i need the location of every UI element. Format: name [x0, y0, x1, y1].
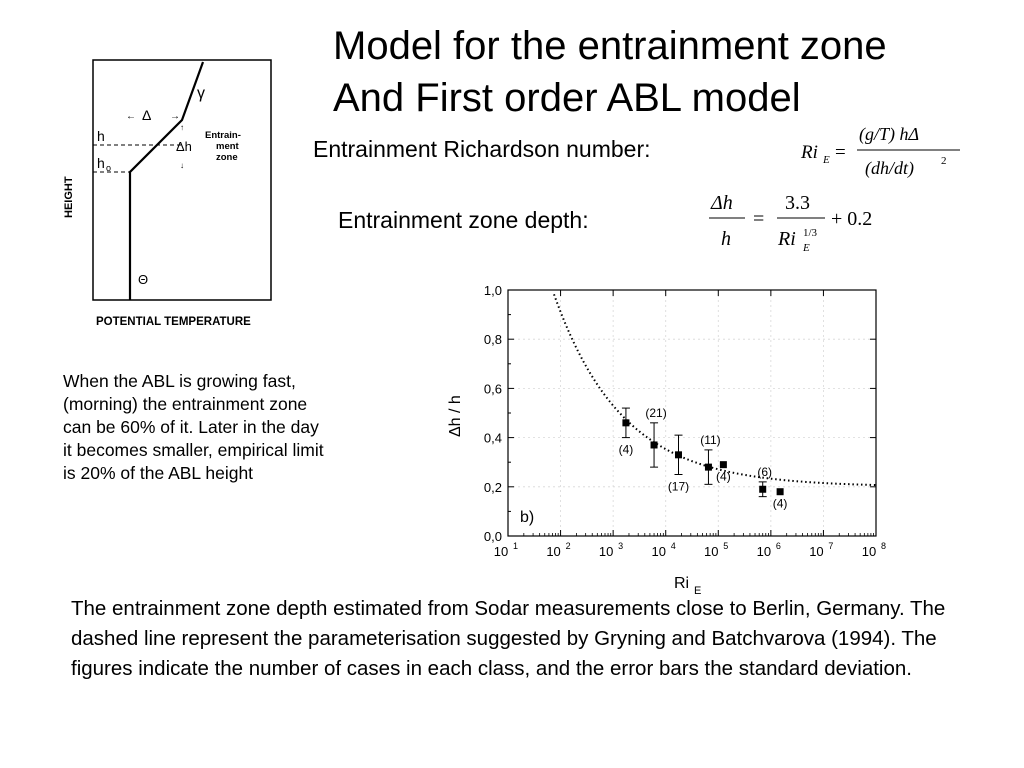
y-tick-label: 0,0: [483, 529, 502, 544]
point-count-label: (4): [772, 496, 788, 511]
data-point: [720, 461, 727, 468]
x-tick-exponent: 3: [618, 541, 624, 551]
x-axis-label-sub: E: [694, 585, 702, 597]
data-point: [651, 441, 658, 448]
ri-formula-lhs-sub: E: [823, 154, 830, 166]
title-line-2: And First order ABL model: [333, 76, 801, 120]
x-tick-label: 10: [651, 544, 666, 559]
y-tick-label: 1,0: [483, 283, 502, 298]
x-tick-label: 10: [861, 544, 877, 559]
point-count-label: (6): [757, 464, 773, 479]
y-ticks: [484, 283, 876, 544]
y-axis-label: Δh / h: [447, 395, 464, 437]
y-tick-label: 0,6: [483, 381, 502, 397]
chart-svg: [440, 270, 900, 602]
theta-label: Θ: [138, 272, 149, 287]
data-point: [777, 488, 784, 495]
delta-right-arrow: →: [170, 111, 180, 122]
depth-rhs-den: Ri: [778, 228, 796, 250]
y-tick-label: 0,4: [483, 430, 502, 446]
x-tick-label: 10: [493, 544, 509, 559]
plot-frame: [508, 290, 876, 536]
ri-formula-den-exp: 2: [941, 155, 947, 167]
y-tick-label: 0,8: [483, 332, 502, 348]
depth-formula: [705, 185, 895, 270]
x-tick-exponent: 7: [828, 541, 834, 551]
entrainment-chart: [440, 270, 900, 607]
data-point: [622, 419, 629, 426]
title-line-1: Model for the entrainment zone: [333, 24, 887, 68]
point-count-label: (17): [667, 479, 690, 494]
x-tick-exponent: 6: [775, 541, 781, 551]
fit-curve: [554, 294, 876, 485]
side-text: When the ABL is growing fast, (morning) the entrainment zone can be 60% of it. Later in the day it becomes smaller, empirical limit is 20% of the ABL height: [63, 371, 324, 483]
data-point: [705, 464, 712, 471]
depth-plus: + 0.2: [831, 208, 873, 230]
ri-formula-den: (dh/dt): [865, 158, 914, 178]
ri-label: Entrainment Richardson number:: [313, 136, 651, 162]
ri-formula-eq: =: [835, 142, 846, 163]
x-ticks: [494, 290, 886, 559]
entrainment-diagram: [50, 50, 290, 345]
x-tick-label: 10: [546, 544, 561, 559]
diagram-y-label: HEIGHT: [63, 176, 75, 218]
x-tick-exponent: 4: [670, 541, 676, 551]
ri-formula-lhs: Ri: [801, 142, 818, 163]
x-tick-label: 10: [809, 544, 824, 559]
depth-rhs-num: 3.3: [785, 192, 810, 214]
depth-lhs-den: h: [721, 228, 731, 250]
y-tick-label: 0,2: [483, 479, 502, 495]
x-tick-label: 10: [598, 544, 614, 559]
point-count-label: (4): [716, 469, 731, 484]
depth-lhs-num: Δh: [711, 192, 733, 214]
diagram-frame: [93, 60, 271, 300]
point-count-label: (21): [645, 405, 667, 420]
slide-title: [333, 20, 887, 124]
depth-rhs-den-exp: 1/3: [803, 227, 818, 239]
data-point: [675, 451, 682, 458]
zone-label-1: Entrain-: [205, 130, 241, 141]
gamma-label: γ: [197, 85, 205, 102]
point-count-label: (4): [618, 442, 634, 457]
h0-sub: o: [106, 163, 112, 173]
diagram-x-label: POTENTIAL TEMPERATURE: [96, 316, 251, 328]
chart-grid: [508, 290, 876, 536]
caption: The entrainment zone depth estimated from Sodar measurements close to Berlin, Germany. The dashed line represent the parameterisation suggested by Gryning and Batchvarova (1994). The figures indicate the number of cases in each class, and the error bars the standard deviation.: [71, 597, 946, 680]
delta-h-down-arrow: ↓: [180, 161, 184, 170]
zone-label-2: ment: [216, 141, 239, 152]
x-axis-label: Ri: [674, 575, 690, 592]
delta-h-up-arrow: ↑: [180, 123, 184, 132]
theta-profile: [130, 62, 203, 300]
depth-label: Entrainment zone depth:: [338, 207, 589, 233]
depth-rhs-den-sub: E: [803, 242, 810, 254]
x-tick-exponent: 1: [513, 541, 519, 551]
data-point: [759, 486, 766, 493]
ri-formula-num: (g/T) hΔ: [859, 124, 920, 144]
delta-h-label: Δh: [176, 139, 192, 154]
delta-left-arrow: ←: [126, 111, 136, 122]
x-tick-label: 10: [756, 544, 772, 559]
delta-label: Δ: [142, 107, 152, 123]
x-tick-exponent: 8: [881, 541, 887, 551]
point-count-label: (11): [700, 432, 721, 447]
depth-formula-svg: [705, 185, 895, 265]
panel-label: b): [520, 509, 535, 526]
x-tick-label: 10: [704, 544, 719, 559]
depth-eq: =: [753, 208, 765, 230]
ri-formula-svg: [795, 118, 975, 188]
data-points: [619, 406, 788, 511]
ri-formula: [795, 118, 975, 193]
h-label: h: [97, 128, 105, 144]
x-tick-exponent: 2: [565, 541, 571, 551]
zone-label-3: zone: [216, 152, 238, 163]
diagram-svg: [50, 50, 290, 340]
h0-label: h: [97, 155, 105, 171]
x-tick-exponent: 5: [723, 541, 729, 551]
